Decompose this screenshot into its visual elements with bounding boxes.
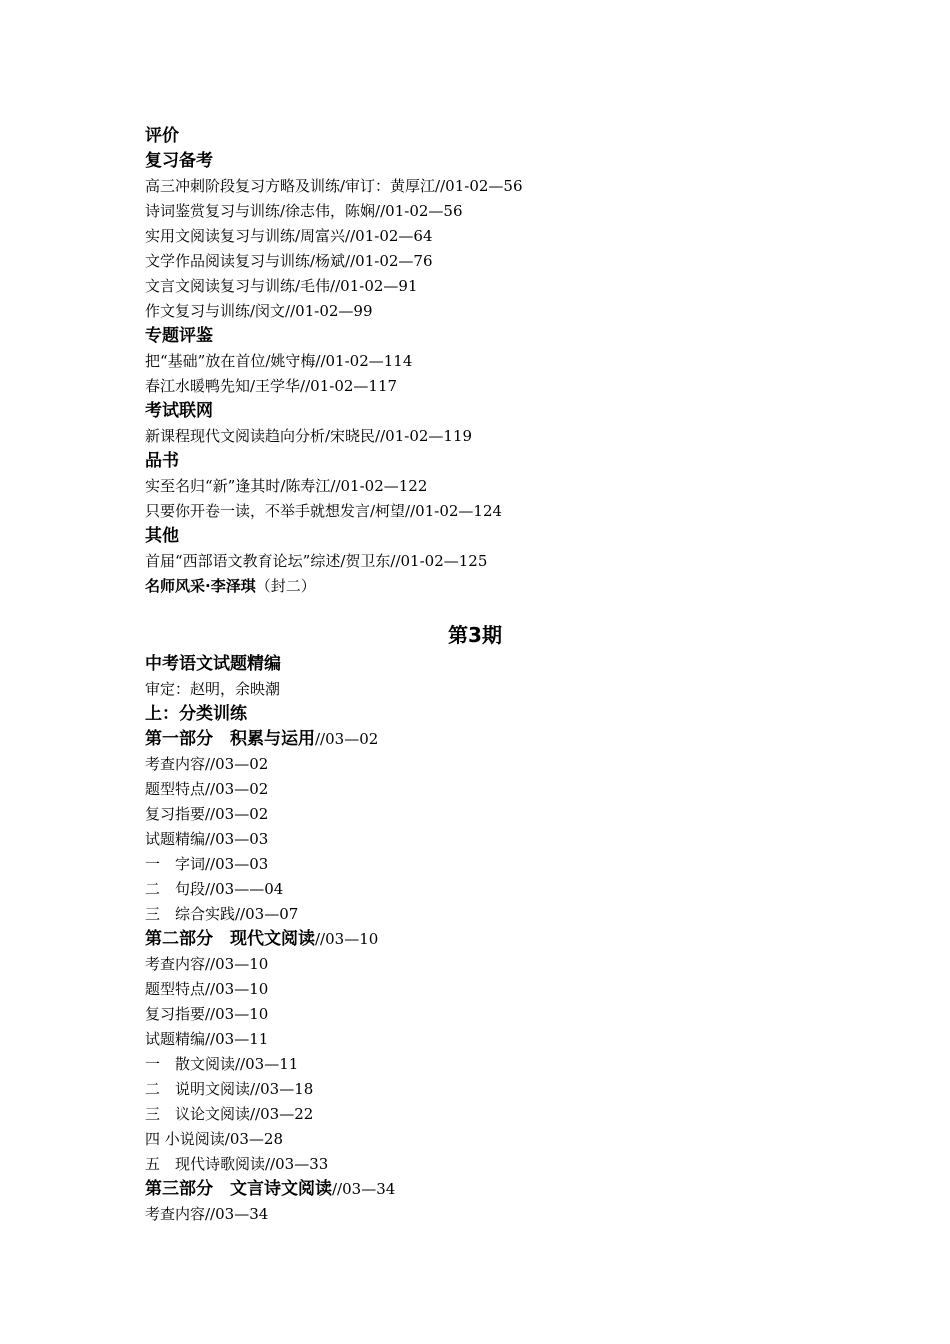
issue-title-text: 第3期	[448, 623, 502, 647]
list-item: 题型特点//03—10	[145, 980, 269, 998]
editors-line: 审定：赵明，余映潮	[145, 680, 281, 698]
part-1-page: //03—02	[315, 730, 379, 748]
part-3-page: //03—34	[332, 1180, 396, 1198]
list-item: 试题精编//03—03	[145, 830, 269, 848]
part-2-heading	[145, 927, 805, 952]
list-item: 实至名归“新”逢其时/陈寿江//01-02—122	[145, 477, 428, 495]
part-2-page: //03—10	[315, 930, 379, 948]
list-item: 作文复习与训练/闵文//01-02—99	[145, 302, 373, 320]
list-item: 实用文阅读复习与训练/周富兴//01-02—64	[145, 227, 433, 245]
list-item: 五 现代诗歌阅读//03—33	[145, 1155, 329, 1173]
part-3-title: 第三部分 文言诗文阅读	[145, 1179, 332, 1199]
list-item: 考查内容//03—34	[145, 1205, 269, 1223]
list-item: 一 散文阅读//03—11	[145, 1055, 299, 1073]
heading-books: 品书	[145, 451, 179, 471]
heading-topic: 专题评鉴	[145, 326, 213, 346]
part-1-title: 第一部分 积累与运用	[145, 729, 315, 749]
part-2-title: 第二部分 现代文阅读	[145, 929, 315, 949]
issue-title	[0, 618, 950, 652]
teacher-feature-title: 名师风采·李泽琪	[145, 577, 256, 595]
list-item: 只要你开卷一读，不举手就想发言/柯望//01-02—124	[145, 502, 503, 520]
list-item: 试题精编//03—11	[145, 1030, 269, 1048]
list-item: 高三冲刺阶段复习方略及训练/审订：黄厚江//01-02—56	[145, 177, 523, 195]
list-item: 文言文阅读复习与训练/毛伟//01-02—91	[145, 277, 418, 295]
list-item: 把“基础”放在首位/姚守梅//01-02—114	[145, 352, 413, 370]
list-item: 题型特点//03—02	[145, 780, 269, 798]
list-item: 考查内容//03—10	[145, 955, 269, 973]
part-3-heading	[145, 1177, 805, 1202]
heading-other: 其他	[145, 526, 179, 546]
part-1-heading	[145, 727, 805, 752]
list-item: 文学作品阅读复习与训练/杨斌//01-02—76	[145, 252, 433, 270]
list-item: 二 句段//03——04	[145, 880, 284, 898]
main-heading: 中考语文试题精编	[145, 654, 281, 674]
list-item: 诗词鉴赏复习与训练/徐志伟，陈娴//01-02—56	[145, 202, 463, 220]
teacher-feature-suffix: （封二）	[255, 577, 316, 595]
list-item: 三 综合实践//03—07	[145, 905, 299, 923]
upper-heading: 上：分类训练	[145, 704, 247, 724]
heading-evaluation: 评价	[145, 126, 179, 146]
list-item: 新课程现代文阅读趋向分析/宋晓民//01-02—119	[145, 427, 473, 445]
list-item: 一 字词//03—03	[145, 855, 269, 873]
list-item: 春江水暖鸭先知/王学华//01-02—117	[145, 377, 398, 395]
list-item: 首届“西部语文教育论坛”综述/贺卫东//01-02—125	[145, 552, 488, 570]
heading-exam: 考试联网	[145, 401, 213, 421]
document-page	[145, 124, 805, 1227]
list-item: 复习指要//03—10	[145, 1005, 269, 1023]
list-item: 四 小说阅读/03—28	[145, 1130, 283, 1148]
list-item: 二 说明文阅读//03—18	[145, 1080, 314, 1098]
list-item: 考查内容//03—02	[145, 755, 269, 773]
heading-review: 复习备考	[145, 151, 213, 171]
list-item: 复习指要//03—02	[145, 805, 269, 823]
list-item: 三 议论文阅读//03—22	[145, 1105, 314, 1123]
teacher-feature-line	[145, 574, 805, 599]
